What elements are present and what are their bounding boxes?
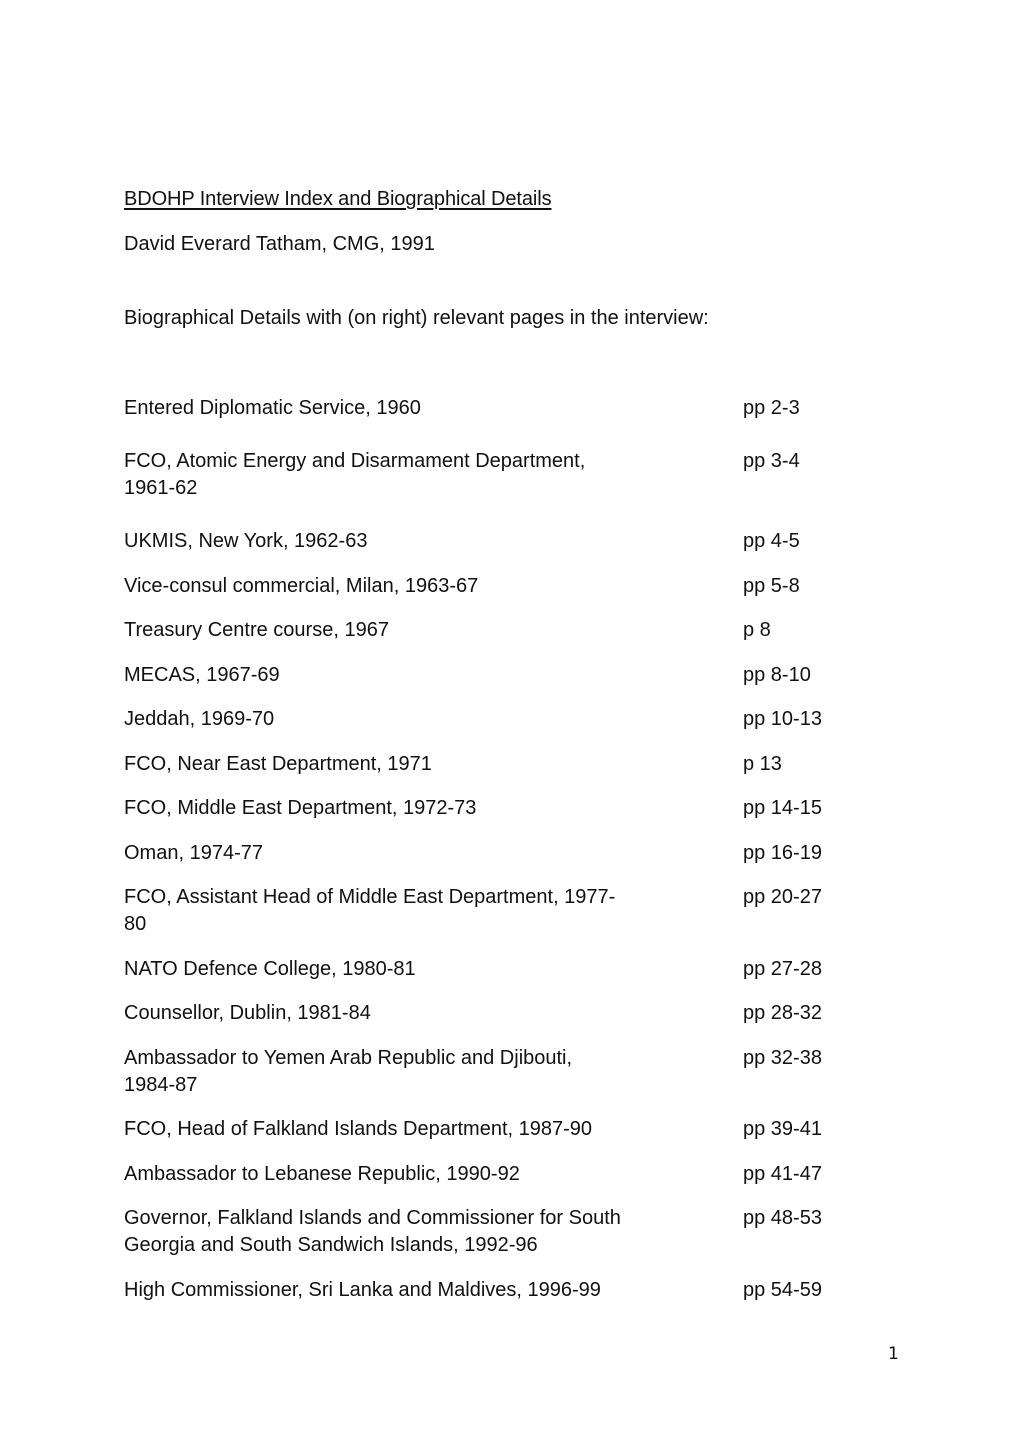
list-item [124,840,884,867]
entry-description: Vice-consul commercial, Milan, 1963-67 [124,574,479,597]
list-item [124,617,884,644]
entry-pages: pp 14-15 [743,797,822,819]
list-item [124,884,884,938]
intro-text: Biographical Details with (on right) relevant pages in the interview: [124,307,709,329]
entry-pages: p 13 [743,752,782,775]
entry-description: Ambassador to Yemen Arab Republic and Djibouti, 1984-87 [124,1046,573,1096]
list-item [124,528,884,555]
entry-description: UKMIS, New York, 1962-63 [124,530,368,552]
entry-description: FCO, Atomic Energy and Disarmament Department, 1961-62 [124,450,586,499]
list-item [124,395,884,422]
list-item [124,751,884,778]
entry-pages: pp 32-38 [743,1046,822,1069]
biography-list [124,395,884,1321]
entry-pages: pp 54-59 [743,1278,822,1301]
page-number: 1 [888,1344,899,1364]
entry-pages: pp 27-28 [743,957,822,980]
entry-description: Governor, Falkland Islands and Commissioner for South Georgia and South Sandwich Islands, 1992-96 [124,1207,621,1256]
list-item [124,1045,884,1099]
entry-description: Counsellor, Dublin, 1981-84 [124,1002,371,1024]
entry-description: Oman, 1974-77 [124,841,263,864]
entry-pages: pp 39-41 [743,1118,822,1140]
document-title: BDOHP Interview Index and Biographical Details [124,188,552,210]
entry-description: High Commissioner, Sri Lanka and Maldives, 1996-99 [124,1278,601,1301]
list-item [124,573,884,600]
entry-description: FCO, Head of Falkland Islands Department, 1987-90 [124,1118,593,1140]
list-item [124,662,884,689]
list-item [124,956,884,983]
list-item [124,795,884,822]
entry-description: FCO, Near East Department, 1971 [124,752,432,775]
entry-description: Jeddah, 1969-70 [124,708,275,730]
entry-description: MECAS, 1967-69 [124,663,280,686]
entry-pages: pp 5-8 [743,574,800,597]
entry-pages: pp 20-27 [743,886,822,908]
entry-description: FCO, Assistant Head of Middle East Department, 1977-80 [124,886,616,935]
list-item [124,1161,884,1188]
entry-description: Entered Diplomatic Service, 1960 [124,397,421,419]
entry-description: Treasury Centre course, 1967 [124,619,389,641]
entry-pages: pp 28-32 [743,1002,822,1024]
list-item [124,448,884,502]
list-item [124,1000,884,1027]
entry-description: Ambassador to Lebanese Republic, 1990-92 [124,1162,520,1185]
list-item [124,1116,884,1143]
entry-pages: pp 10-13 [743,708,822,730]
entry-pages: pp 4-5 [743,530,800,552]
entry-pages: pp 16-19 [743,841,822,864]
interviewee-line: David Everard Tatham, CMG, 1991 [124,233,435,255]
entry-pages: pp 2-3 [743,397,800,419]
entry-pages: pp 8-10 [743,663,811,686]
entry-pages: pp 3-4 [743,450,800,472]
entry-description: NATO Defence College, 1980-81 [124,957,416,980]
entry-pages: pp 41-47 [743,1162,822,1185]
list-item [124,706,884,733]
entry-pages: pp 48-53 [743,1207,822,1229]
list-item [124,1205,884,1259]
entry-pages: p 8 [743,619,771,641]
list-item [124,1277,884,1304]
entry-description: FCO, Middle East Department, 1972-73 [124,797,477,819]
